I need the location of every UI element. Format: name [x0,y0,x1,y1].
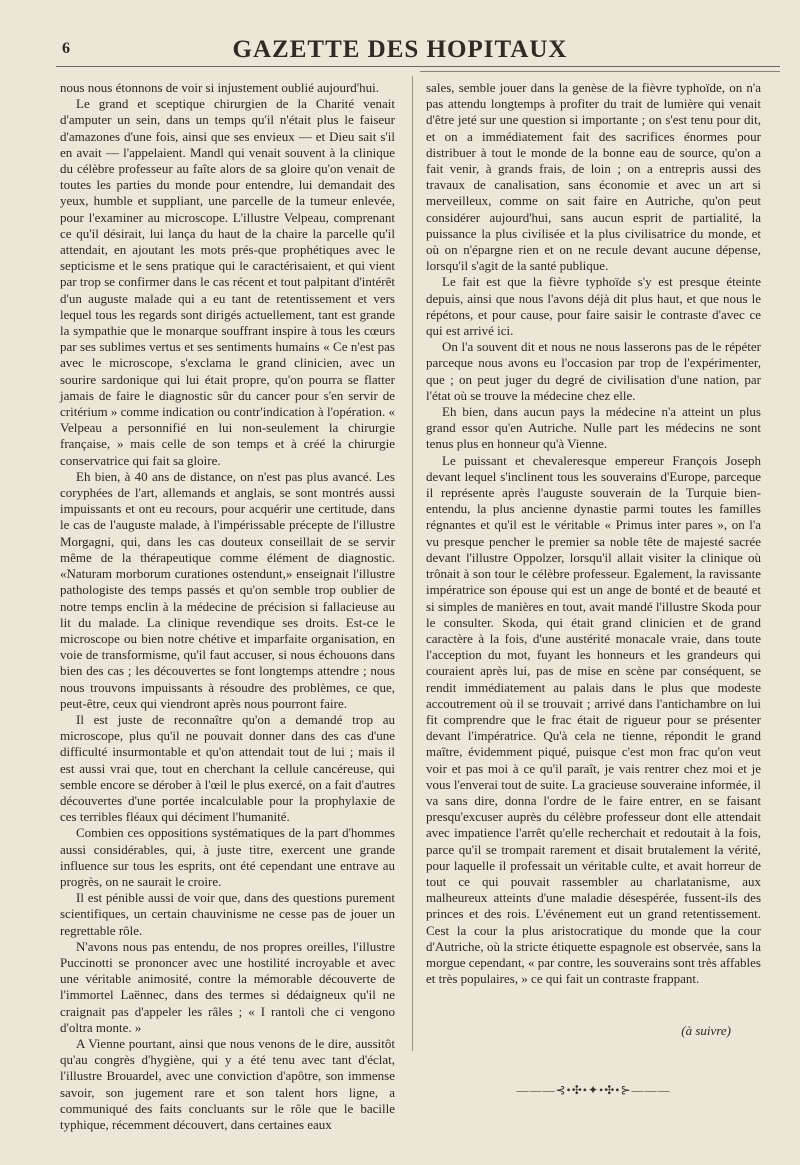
header-rule-secondary [420,71,780,72]
right-column [426,80,761,1098]
paragraph: Le fait est que la fièvre typhoïde s'y est presque éteinte depuis, ainsi que nous l'avons déjà dit plus haut, et que nous le répétons, et pour cause, pour faire saisir le contraste d'avec ce qui est arrivé ici. [426,274,761,339]
page-number: 6 [62,40,70,57]
to-be-continued: (à suivre) [681,1023,731,1039]
masthead-title: GAZETTE DES HOPITAUX [232,36,568,63]
ornament-divider: ———⊰•✣•✦•✣•⊱——— [516,1082,671,1097]
paragraph: N'avons nous pas entendu, de nos propres oreilles, l'illustre Puccinotti se prononcer avec une hostilité incroyable et avec une véritable animosité, contre la mémorable découverte de l'immortel Laënnec, dans des termes si dédaigneux qu'il ne craignait pas d'appeler les râles ; « I rantoli che ci vengono d'oltra monte. » [60,938,395,1035]
paragraph: On l'a souvent dit et nous ne nous lasserons pas de le répéter parceque nous avons eu l'occasion par trop de l'expérimenter, que ; on peut juger du degré de civilisation d'une nation, par l'état où se trouve la médecine chez elle. [426,339,761,403]
paragraph: Eh bien, à 40 ans de distance, on n'est pas plus avancé. Les coryphées de l'art, allemands et anglais, se sont montrés aussi impuissants et ont eu recours, pour acquérir une certitude, dans le cas de l'auguste malade, à l'impérissable précepte de l'illustre Morgagni, qui, dans les cas douteux conseillait de se servir même de la thérapeutique comme élément de diagnostic. «Naturam morborum curationes ostendunt,» enseignait l'illustre pathologiste des temps passés et qu'on semble trop oublier de notre temps enclin à la médecine de précision si fallacieuse au lit du malade. La clinique revendique ses droits. Est-ce le microscope ou bien notre chétive et imparfaite organisation, en voie de transformisme, qu'il faut accuser, si nous échouons dans bien des cas ; les découvertes se font longtemps attendre ; nous nous trouvons impuissants à résoudre des problèmes, ce que, peut-être, ceux qui viendront après nous pourront faire. [60,468,395,711]
header-rule [56,66,780,67]
paragraph: Il est juste de reconnaître qu'on a demandé trop au microscope, plus qu'il ne pouvait donner dans des cas d'une difficulté insurmontable et qu'on attendait tout de lui ; mais il est aussi vrai que, tout en cherchant la cellule cancéreuse, qui semble encore se dérober à l'œil le plus exercé, on a fait d'autres découvertes d'une portée incalculable pour la prophylaxie de ces terribles fléaux qui déciment l'humanité. [60,711,395,825]
left-column [60,80,395,1133]
column-divider [412,76,413,1051]
paragraph: Il est pénible aussi de voir que, dans des questions purement scientifiques, un certain chauvinisme ne cesse pas de jouer un regrettable rôle. [60,890,395,938]
paragraph: sales, semble jouer dans la genèse de la fièvre typhoïde, on n'a pas attendu longtemps à profiter du trait de lumière qui venait d'être jeté sur une question si importante ; on s'est tenu pour dit, et on a immédiatement fait des sacrifices énormes pour distribuer à tout le monde de la bonne eau de source, qu'on a fait venir, à grands frais, de loin ; on a entrepris aussi des travaux de canalisation, sans économie et avec un art si merveilleux, comme on sait faire en Autriche, qu'on peut considérer aujourd'hui, sans aucun esprit de partialité, la puissance la plus civilisée et la plus civilisatrice du monde, et où on n'épargne rien et on ne recule devant aucune dépense, lorsqu'il s'agit de la santé publique. [426,80,761,274]
paragraph: nous nous étonnons de voir si injustement oublié aujourd'hui. [60,80,380,95]
paragraph: Le grand et sceptique chirurgien de la Charité venait d'amputer un sein, dans un temps qu'il n'était plus le faiseur d'amazones d'une fois, ainsi que ses envieux — et Dieu sait s'il en avait — l'appelaient. Mandl qui venait souvent à la clinique du célèbre professeur au faîte alors de sa gloire qu'on venait de toutes les parties du monde pour entendre, lui demandait des yeux, humble et suppliant, une parcelle de la tumeur enlevée, pour l'examiner au microscope. L'illustre Velpeau, comprenant ce qu'il désirait, lui lança du haut de la chaire la parcelle qu'il attendait, en ajoutant les mots prés-que prophétiques avec le septicisme et le sens pratique qui le caractérisaient, et qui vient par trop se confirmer dans le cas récent et tout palpitant d'intérêt d'un auguste malade qui a eu tant de retentissement et vers lequel tous les regards sont dirigés actuellement, tant est grande la sympathie que le monarque souffrant inspire à tous les cœurs par ses sublimes vertus et ses sentiments humains « Ce n'est pas avec le microscope, s'exclama le grand clinicien, avec un sourire sardonique qui lui était propre, qu'on pourra se flatter jamais de faire le diagnostic sûr du cancer pour s'en servir de critérium » comme indication ou contr'indication à l'opération. « Velpeau a personnifié en lui non-seulement la chirurgie française, » mais celle de son temps et à créé la chirurgie conservatrice qui fait sa gloire. [60,96,396,468]
paragraph: Eh bien, dans aucun pays la médecine n'a atteint un plus grand essor qu'en Autriche. Nulle part les médecins ne sont tenus plus en honneur qu'à Vienne. [426,404,761,452]
paragraph: Le puissant et chevaleresque empereur François Joseph devant lequel s'inclinent tous les souverains d'Europe, parceque il représente après l'auguste souverain de la Turquie bien-entendu, la plus ancienne dynastie parmi toutes les familles régnantes et qu'il est le véritable « Primus inter pares », on l'a vu presque pencher le premier sa noble tête de majesté sacrée devant l'illustre Oppolzer, lorsqu'il allait visiter la clinique où trônait à son tour le célèbre professeur. Egalement, la ravissante impératrice son épouse qui est un ange de bonté et de beauté et si simples de manières en tout, avait mandé l'illustre Skoda pour le consulter. Skoda, qui était grand clinicien et de grand caractère à la fois, d'une austérité monacale vraie, dans toute l'acception du mot, fuyant les honneurs et les grandeurs qui couraient après lui, pas de mise en scène par conséquent, se rendit immédiatement au palais dans le plus que modeste accoutrement où il se trouvait ; arrivé dans l'antichambre on lui fit comprendre que le frac était de rigueur pour se présenter devant l'impératrice. Qu'à cela ne tienne, répondit le grand maître, évidemment piqué, puisque c'est mon frac qu'on veut voir et pas moi à ce qu'il paraît, je vais rentrer chez moi et je vous l'enverai tout de suite. La gracieuse souveraine informée, il va sans dire, donna l'ordre de le faire entrer, en se faisant presqu'excuser auprès du célèbre professeur dont elle attendait avec impatience l'arrêt qu'elle recherchait et redoutait à la fois, parce qu'il se trompait rarement et disait brutalement la vérité, pour laquelle il professait un véritable culte, et avait horreur de tout ce qui pouvait rassembler au charlatanisme, aux malheureux atteints d'une maladie désespérée, fussent-ils des princes et des rois. L'événement eut un grand retentissement. Cest la cour la plus aristocratique du monde que la cour d'Autriche, où la stricte étiquette espagnole est observée, sans la morgue cependant, « par contre, les souverains sont très affables et très populaires, » ce qui fait un contraste frappant. [426,452,761,987]
paragraph: A Vienne pourtant, ainsi que nous venons de le dire, aussitôt qu'au congrès d'hygiène, qui y a été tenu avec tant d'éclat, l'illustre Brouardel, avec une conviction d'apôtre, son immense savoir, son jugement rare et son talent hors ligne, a communiqué des faits concluants sur le rôle que le bacille typhique, récemment découvert, dans certaines eaux [60,1035,395,1132]
paragraph: Combien ces oppositions systématiques de la part d'hommes aussi considérables, qui, à juste titre, exercent une grande influence sur tous les esprits, ont été cependant une entrave au progrès, on ne saurait le croire. [60,825,395,889]
